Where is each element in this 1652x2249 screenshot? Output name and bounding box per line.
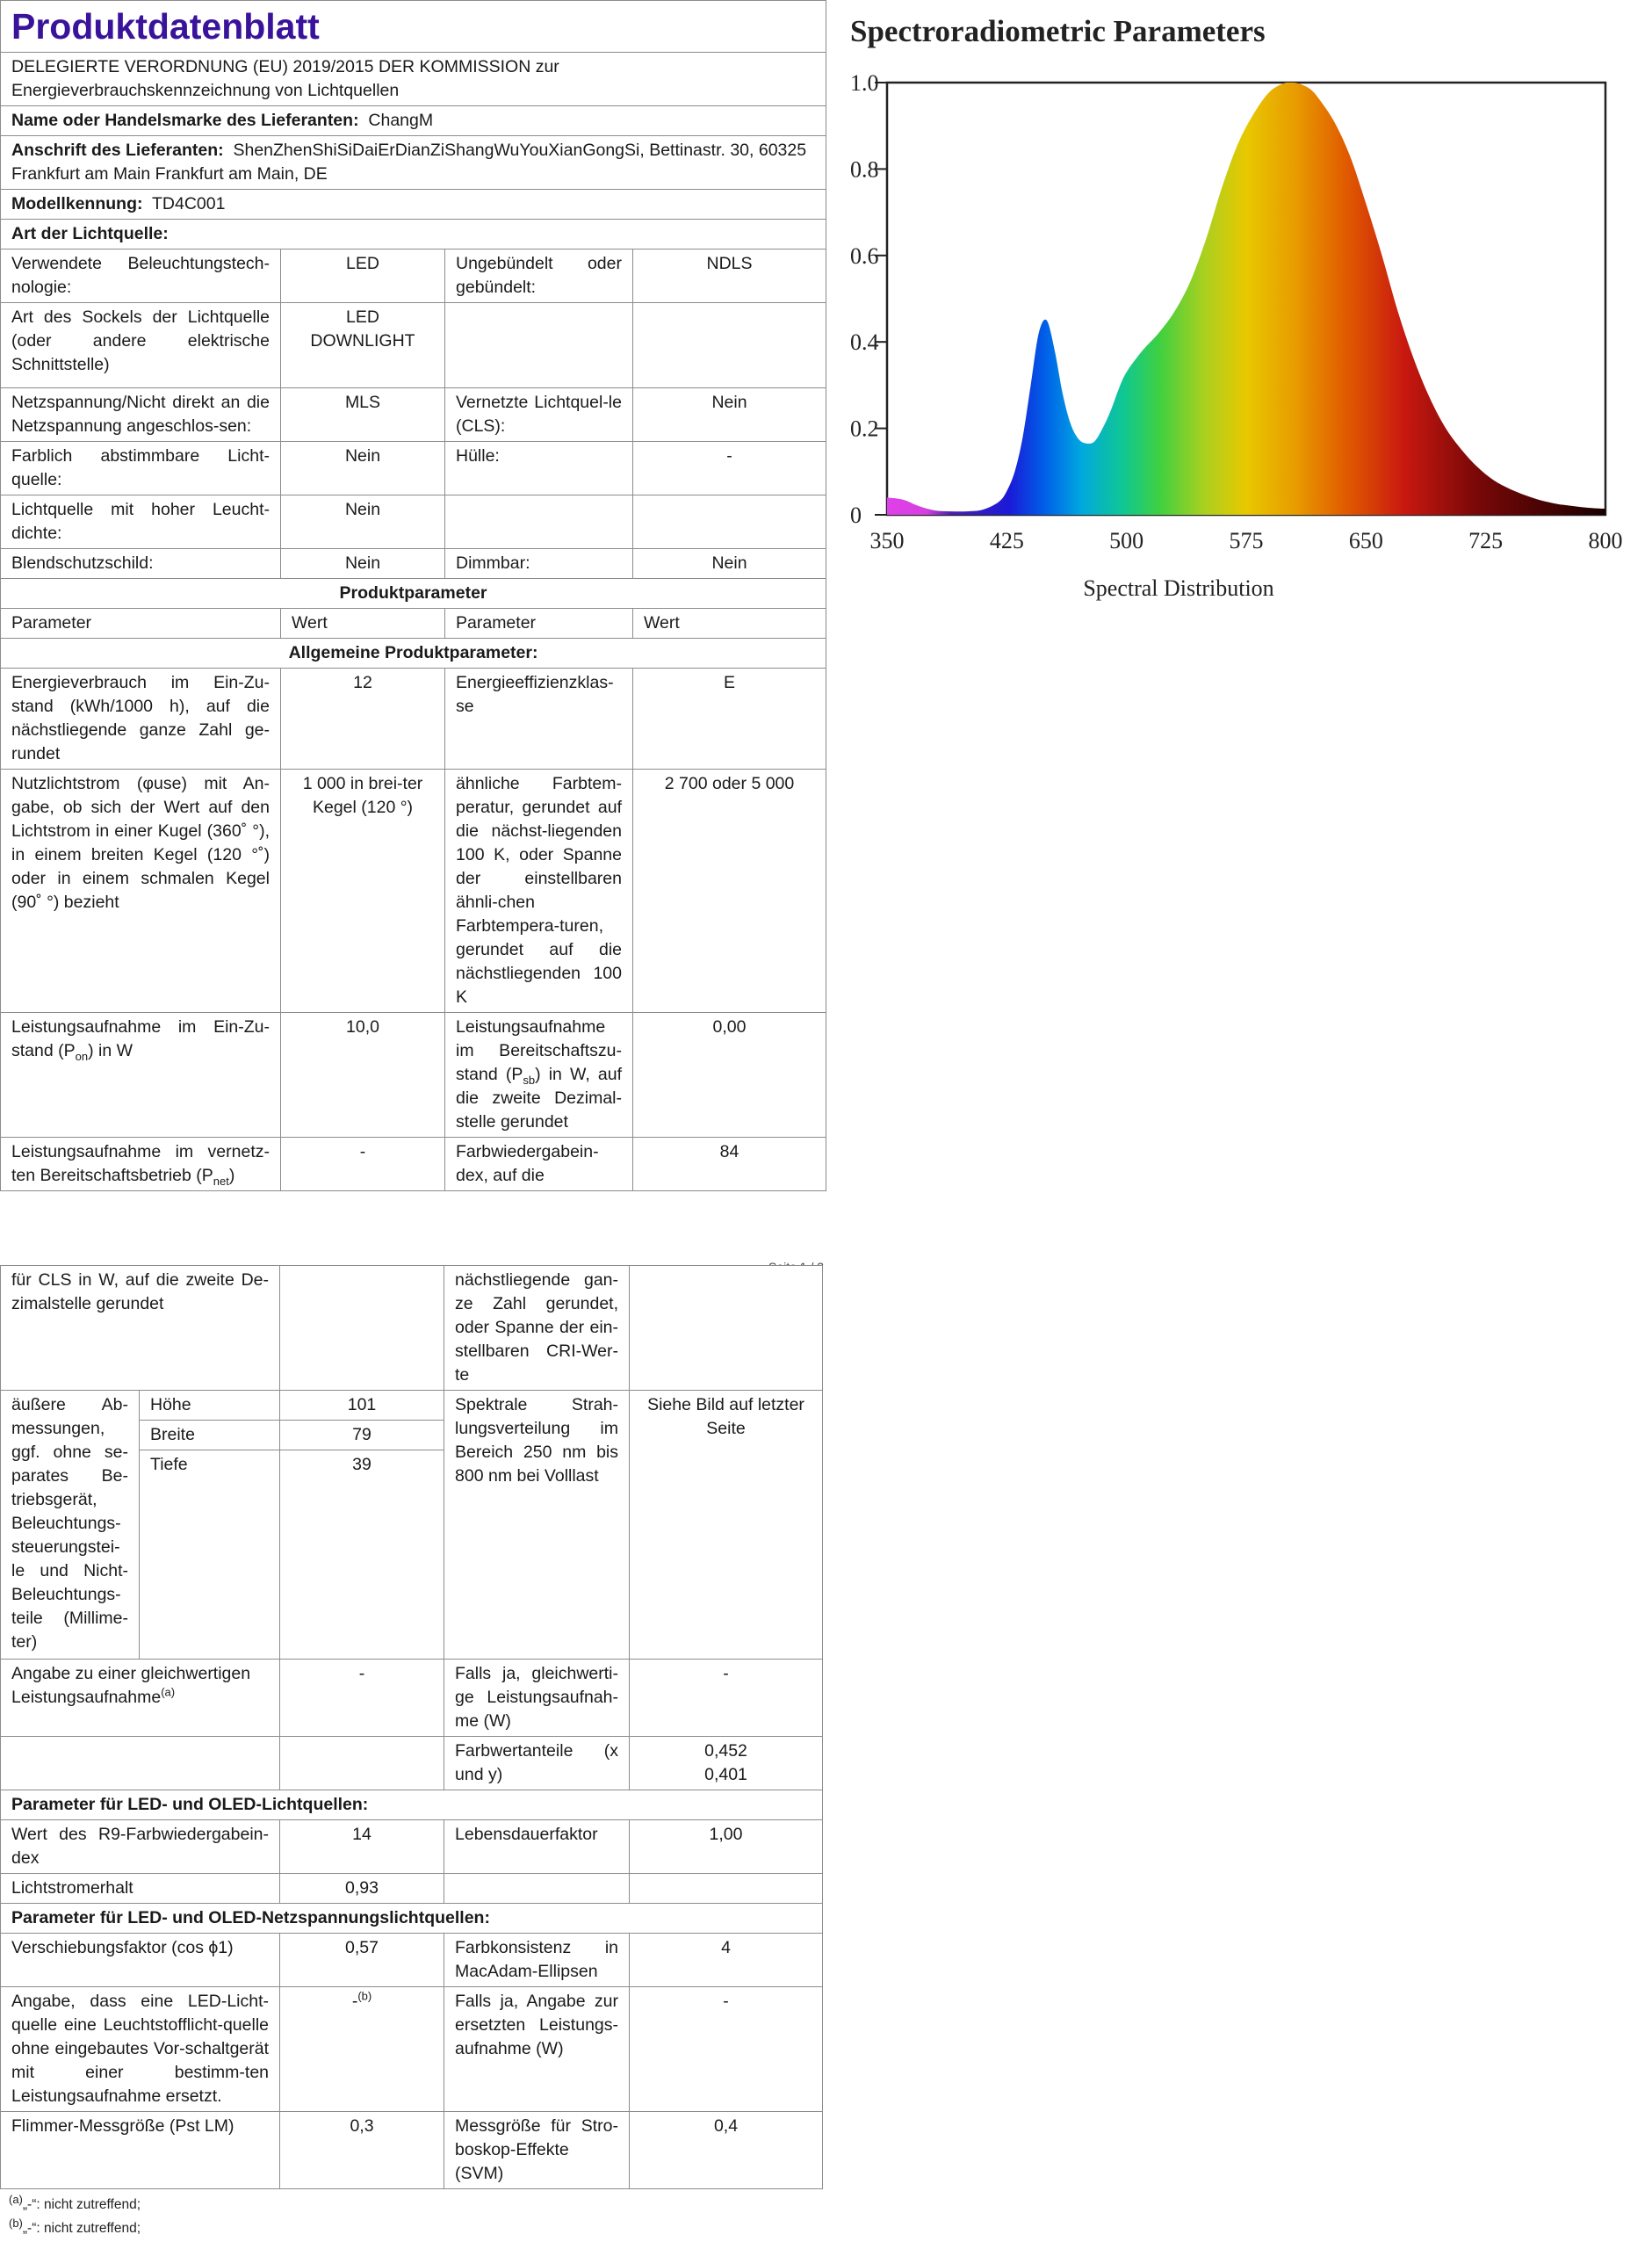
supplier-address-row	[1, 136, 826, 190]
dimension-value: 39	[280, 1450, 444, 1660]
type-value	[633, 303, 826, 388]
y-tick-label: 0.8	[850, 156, 879, 183]
type-param: Ungebündelt oder gebündelt:	[445, 249, 633, 303]
type-param: Verwendete Beleuchtungstech-nologie:	[1, 249, 281, 303]
general-value: -	[281, 1138, 445, 1191]
equivalent-power-if-yes-value: -	[630, 1660, 823, 1737]
x-axis-label: Spectral Distribution	[1083, 575, 1274, 601]
type-param	[445, 495, 633, 549]
displacement-factor-value: 0,57	[280, 1934, 444, 1987]
column-header-value: Wert	[281, 609, 445, 639]
replacement-param: Angabe, dass eine LED-Licht-quelle eine Leuchtstofflicht-quelle ohne eingebautes Vor-schaltgerät mit einer bestimm-ten Leistungsaufnahme ersetzt.	[1, 1987, 280, 2112]
led-row	[1, 1874, 823, 1904]
mains-row	[1, 1987, 823, 2112]
chromaticity-value	[630, 1737, 823, 1790]
type-value: Nein	[281, 442, 445, 495]
type-param: Dimmbar:	[445, 549, 633, 579]
type-param: Lichtquelle mit hoher Leucht-dichte:	[1, 495, 281, 549]
column-header-row	[1, 609, 826, 639]
general-param: Leistungsaufnahme im Ein-Zu-stand $(P_{on})$ in W	[1, 1013, 281, 1138]
net-standby-param-cont: für CLS in W, auf die zweite De-zimalstelle gerundet	[1, 1266, 280, 1391]
type-value: -	[633, 442, 826, 495]
type-value: Nein	[281, 549, 445, 579]
dimension-label: Höhe	[140, 1391, 280, 1421]
dimension-label: Tiefe	[140, 1450, 280, 1660]
x-tick-label: 575	[1229, 528, 1264, 553]
supplier-name-label: Name oder Handelsmarke des Lieferanten:	[11, 111, 359, 130]
general-param: ähnliche Farbtem-peratur, gerundet auf die nächst-liegenden 100 K, oder Spanne der einstellbaren ähnli-chen Farbtempera-turen, gerundet auf die nächstliegenden 100 K	[445, 770, 633, 1013]
lifetime-param: Lebensdauerfaktor	[444, 1820, 630, 1874]
column-header-value: Wert	[633, 609, 826, 639]
flicker-value: 0,3	[280, 2112, 444, 2189]
general-param: Energieverbrauch im Ein-Zu-stand (kWh/1000 h), auf die nächstliegende ganze Zahl ge-rundet	[1, 669, 281, 770]
type-value	[633, 495, 826, 549]
chromaticity-x: 0,452	[704, 1741, 747, 1761]
replacement-if-yes: Falls ja, Angabe zur ersetzten Leistungs-aufnahme (W)	[444, 1987, 630, 2112]
model-label: Modellkennung:	[11, 194, 143, 213]
x-tick-label: 425	[989, 528, 1024, 553]
continued-row	[1, 1266, 823, 1391]
type-value: Nein	[633, 388, 826, 442]
supplier-name-row	[1, 106, 826, 136]
general-value: 10,0	[281, 1013, 445, 1138]
y-tick-label: 0.2	[850, 416, 879, 442]
r9-value: 14	[280, 1820, 444, 1874]
general-value: 84	[633, 1138, 826, 1191]
datasheet-table-1	[0, 0, 826, 1191]
color-consistency-value: 4	[630, 1934, 823, 1987]
footnote-b: $^{(b)}$„-“: nicht zutreffend;	[9, 2216, 141, 2236]
dimension-value: 101	[280, 1391, 444, 1421]
chart-title: Spectroradiometric Parameters	[850, 14, 1266, 48]
spectral-chart	[845, 5, 1652, 620]
type-param: Art des Sockels der Lichtquelle (oder andere elektrische Schnittstelle)	[1, 303, 281, 388]
equivalent-power-param: Angabe zu einer gleichwertigen Leistungsaufnahme$^{(a)}$	[1, 1660, 280, 1737]
footnote-a: $^{(a)}$„-“: nicht zutreffend;	[9, 2192, 141, 2212]
x-tick-label: 800	[1588, 528, 1623, 553]
general-value: 12	[281, 669, 445, 770]
equivalent-power-value: -	[280, 1660, 444, 1737]
dimension-label: Breite	[140, 1421, 280, 1450]
type-value: Nein	[633, 549, 826, 579]
chromaticity-y: 0,401	[704, 1765, 747, 1784]
type-value: NDLS	[633, 249, 826, 303]
general-row	[1, 770, 826, 1013]
x-tick-label: 650	[1348, 528, 1383, 553]
general-value: 0,00	[633, 1013, 826, 1138]
general-value: 1 000 in brei-ter Kegel (120 °)	[281, 770, 445, 1013]
type-row	[1, 442, 826, 495]
type-value: MLS	[281, 388, 445, 442]
general-param: Leistungsaufnahme im Bereitschaftszu-stand $(P_{sb})$ in W, auf die zweite Dezimal-stelle gerundet	[445, 1013, 633, 1138]
color-consistency-param: Farbkonsistenz in MacAdam-Ellipsen	[444, 1934, 630, 1987]
led-params-heading: Parameter für LED- und OLED-Lichtquellen:	[1, 1790, 823, 1820]
type-row	[1, 388, 826, 442]
type-value: LED DOWNLIGHT	[281, 303, 445, 388]
equivalent-power-if-yes: Falls ja, gleichwerti-ge Leistungsaufnah-me (W)	[444, 1660, 630, 1737]
type-row	[1, 549, 826, 579]
column-header-param: Parameter	[445, 609, 633, 639]
general-row	[1, 1013, 826, 1138]
cri-param-cont: nächstliegende gan-ze Zahl gerundet, oder Spanne der ein-stellbaren CRI-Wer-te	[444, 1266, 630, 1391]
stroboscopic-param: Messgröße für Stro-boskop-Effekte (SVM)	[444, 2112, 630, 2189]
type-param: Farblich abstimmbare Licht-quelle:	[1, 442, 281, 495]
type-value: Nein	[281, 495, 445, 549]
mains-row	[1, 2112, 823, 2189]
model-row	[1, 190, 826, 220]
type-row	[1, 495, 826, 549]
column-header-param: Parameter	[1, 609, 281, 639]
supplier-address-label: Anschrift des Lieferanten:	[11, 141, 224, 160]
mains-row	[1, 1934, 823, 1987]
general-param: Leistungsaufnahme im vernetz-ten Bereitschaftsbetrieb $(P_{net})$	[1, 1138, 281, 1191]
stroboscopic-value: 0,4	[630, 2112, 823, 2189]
spectral-value: Siehe Bild auf letzter Seite	[630, 1391, 823, 1660]
chromaticity-row	[1, 1737, 823, 1790]
model-value: TD4C001	[151, 194, 226, 213]
type-param	[445, 303, 633, 388]
flicker-param: Flimmer-Messgröße (Pst LM)	[1, 2112, 280, 2189]
lumen-maintenance-param: Lichtstromerhalt	[1, 1874, 280, 1904]
datasheet-page-2	[0, 1265, 826, 2249]
supplier-name-value: ChangM	[368, 111, 434, 130]
y-tick-label: 1.0	[850, 70, 879, 96]
general-value: 2 700 oder 5 000	[633, 770, 826, 1013]
lifetime-value: 1,00	[630, 1820, 823, 1874]
type-param: Netzspannung/Nicht direkt an die Netzspannung angeschlos-sen:	[1, 388, 281, 442]
type-row	[1, 249, 826, 303]
mains-params-heading: Parameter für LED- und OLED-Netzspannungslichtquellen:	[1, 1904, 823, 1934]
r9-param: Wert des R9-Farbwiedergabein-dex	[1, 1820, 280, 1874]
dimensions-label: äußere Ab-messungen, ggf. ohne se-parates Be-triebsgerät, Beleuchtungs-steuerungstei-le und Nicht-Beleuchtungs-teile (Millime-ter)	[1, 1391, 140, 1660]
type-value: LED	[281, 249, 445, 303]
supplier-address-value: ShenZhenShiSiDaiErDianZiShangWuYouXianGongSi, Bettinastr. 30, 60325 Frankfurt am Main Frankfurt am Main, DE	[11, 141, 807, 184]
light-source-type-label: Art der Lichtquelle:	[1, 220, 826, 249]
general-row	[1, 1138, 826, 1191]
dimensions-row	[1, 1391, 823, 1421]
led-row	[1, 1820, 823, 1874]
dimension-value: 79	[280, 1421, 444, 1450]
lumen-maintenance-value: 0,93	[280, 1874, 444, 1904]
replacement-value: -$^{(b)}$	[280, 1987, 444, 2112]
spectral-chart-svg	[845, 5, 1652, 620]
regulation-text: DELEGIERTE VERORDNUNG (EU) 2019/2015 DER KOMMISSION zur Energieverbrauchskennzeichnung von Lichtquellen	[1, 53, 826, 106]
spectral-param: Spektrale Strah-lungsverteilung im Bereich 250 nm bis 800 nm bei Volllast	[444, 1391, 630, 1660]
type-param: Hülle:	[445, 442, 633, 495]
type-row	[1, 303, 826, 388]
datasheet-table-2	[0, 1265, 823, 2189]
replacement-if-yes-value: -	[630, 1987, 823, 2112]
general-params-heading: Allgemeine Produktparameter:	[1, 639, 826, 669]
y-tick-label: 0.6	[850, 242, 879, 269]
displacement-factor-param: Verschiebungsfaktor (cos ϕ1)	[1, 1934, 280, 1987]
footnotes	[9, 2193, 141, 2240]
general-value: E	[633, 669, 826, 770]
general-param: Nutzlichtstrom (φuse) mit An-gabe, ob sich der Wert auf den Lichtstrom in einer Kugel (360˚ °), in einem breiten Kegel (120 °˚) oder in einem schmalen Kegel (90˚ °) bezieht	[1, 770, 281, 1013]
general-param: Energieeffizienzklas-se	[445, 669, 633, 770]
equivalent-power-row	[1, 1660, 823, 1737]
general-param: Farbwiedergabein-dex, auf die	[445, 1138, 633, 1191]
datasheet-page-1	[0, 0, 826, 1247]
x-tick-label: 350	[869, 528, 905, 553]
type-param: Vernetzte Lichtquel-le (CLS):	[445, 388, 633, 442]
chromaticity-param: Farbwertanteile (x und y)	[444, 1737, 630, 1790]
y-tick-label: 0.4	[850, 329, 879, 356]
page-title: Produktdatenblatt	[1, 1, 826, 53]
spectrum-area	[887, 83, 1605, 515]
type-param: Blendschutzschild:	[1, 549, 281, 579]
y-tick-label: 0	[850, 503, 862, 528]
general-row	[1, 669, 826, 770]
x-tick-label: 500	[1109, 528, 1144, 553]
product-params-heading: Produktparameter	[1, 579, 826, 609]
x-tick-label: 725	[1468, 528, 1504, 553]
